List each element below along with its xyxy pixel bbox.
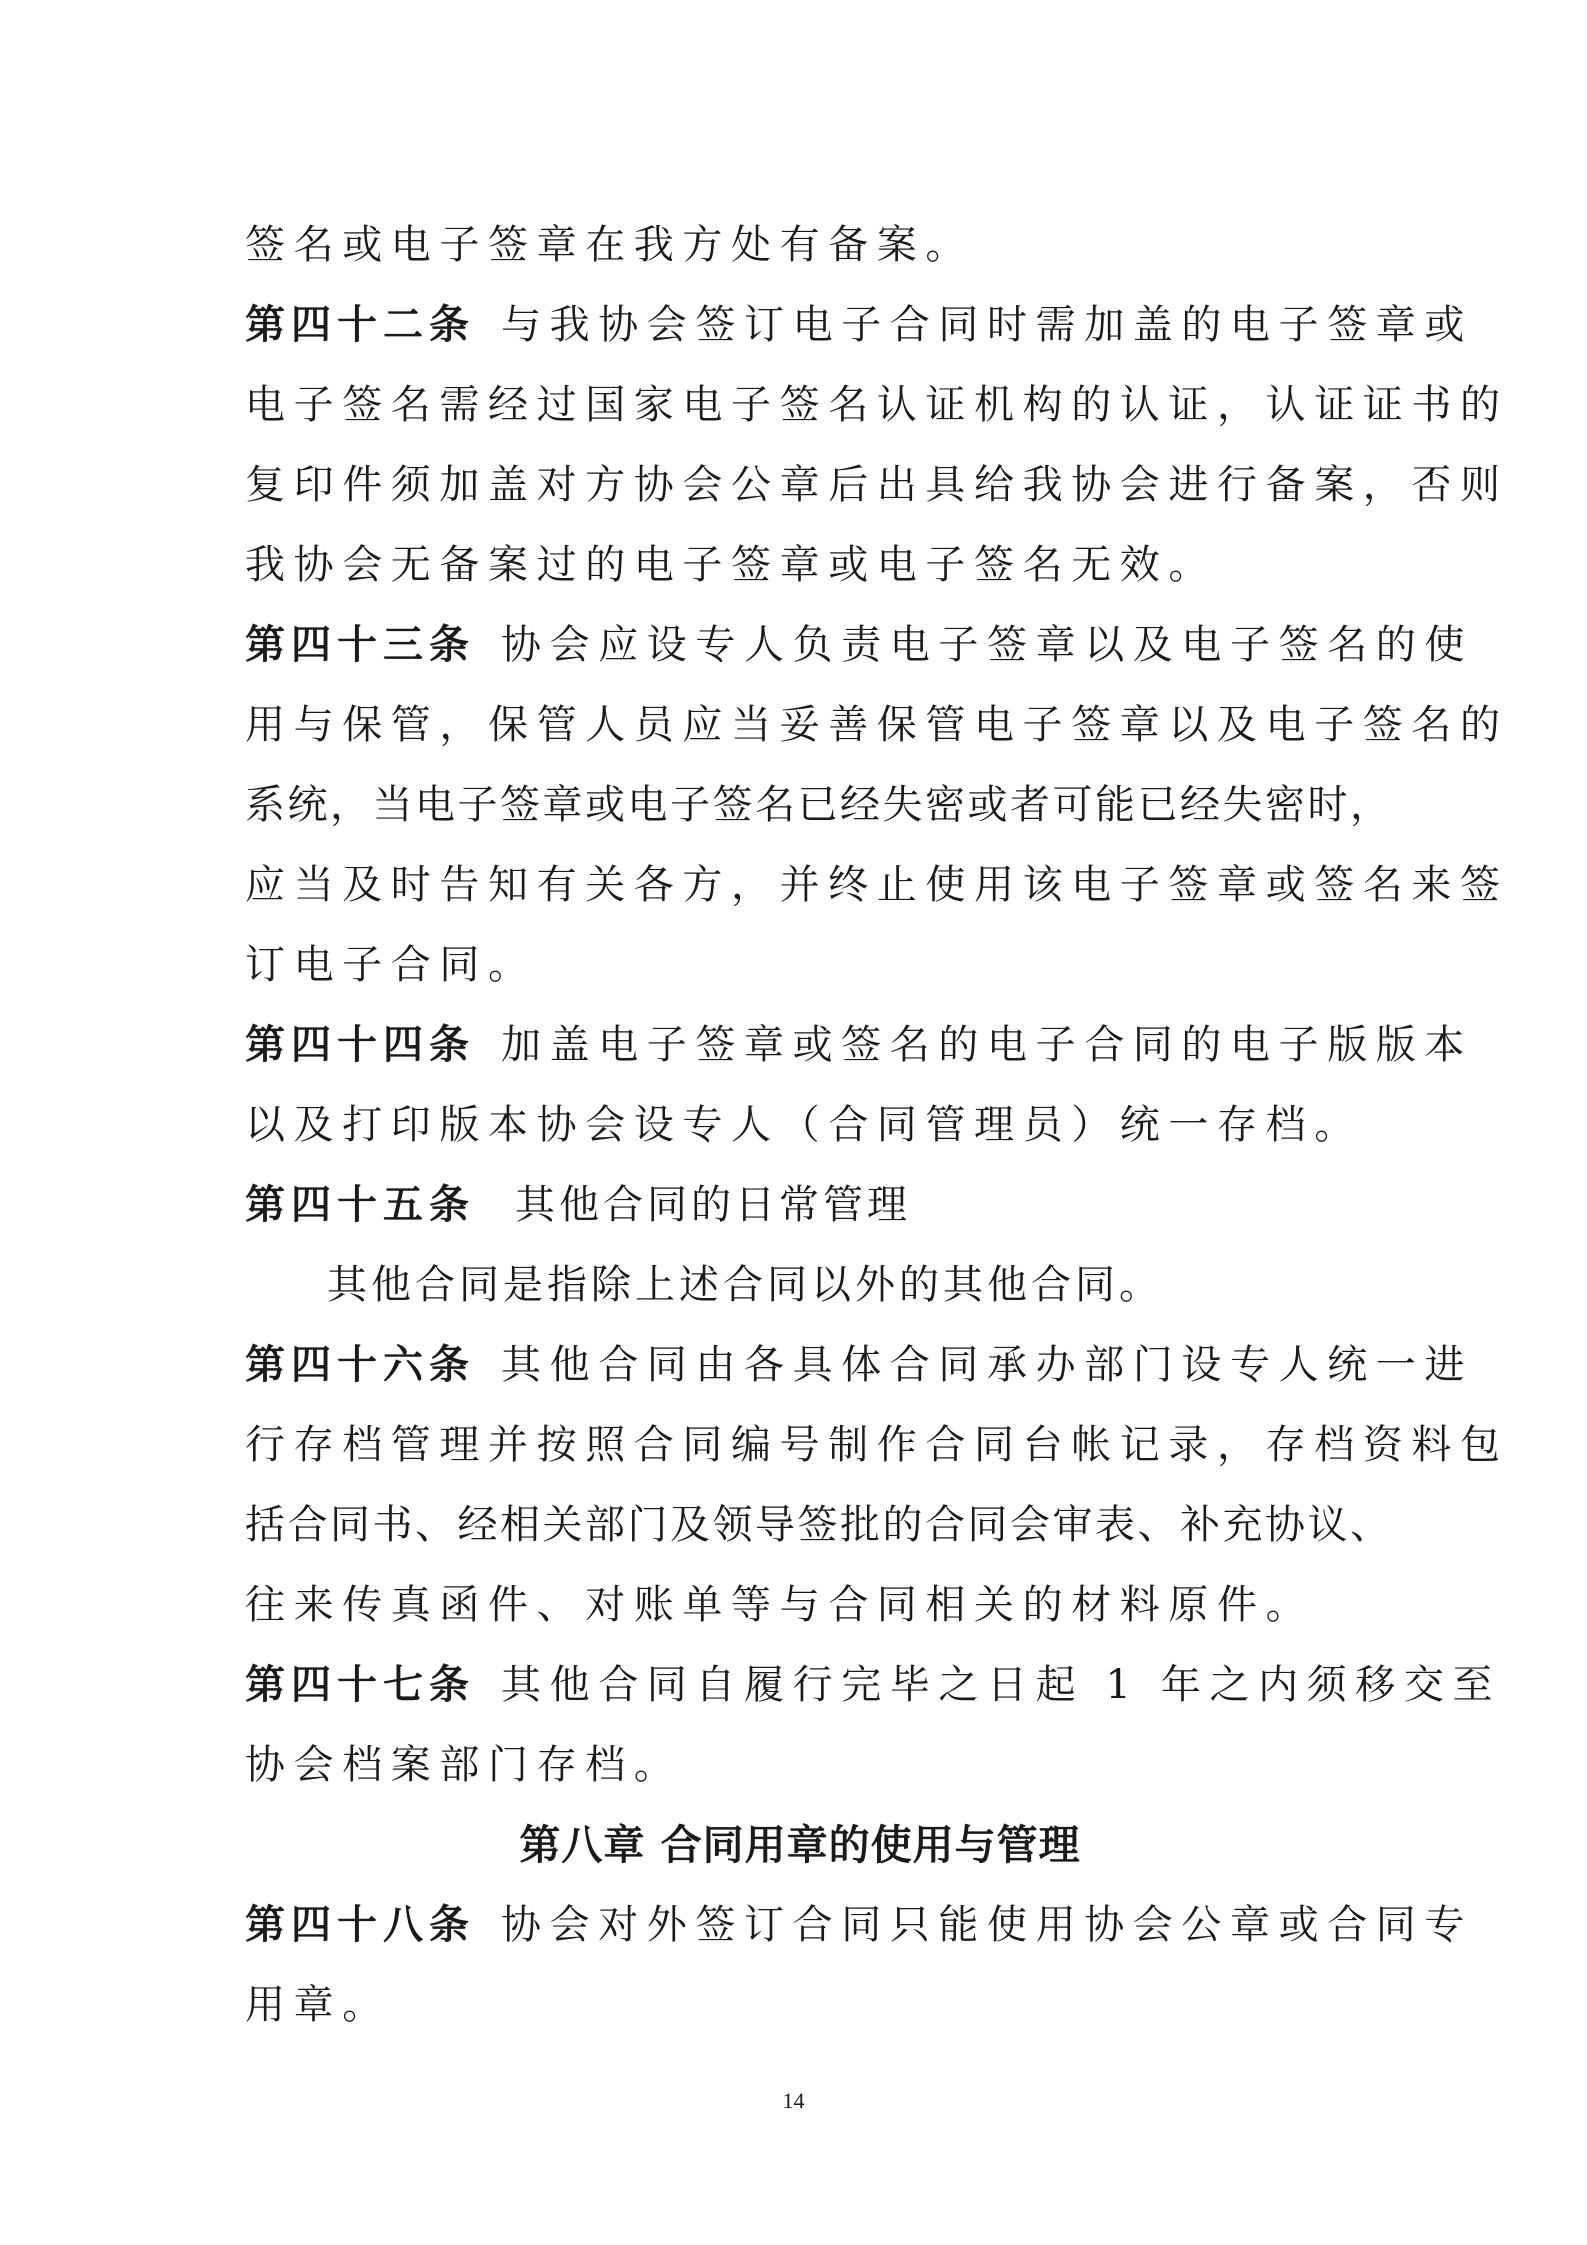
text-line	[245, 925, 1355, 1005]
line-text: 行存档管理并按照合同编号制作合同台帐记录，存档资料包	[245, 1422, 1509, 1468]
line-text: 往来传真函件、对账单等与合同相关的材料原件。	[245, 1582, 1315, 1628]
article-number: 第四十六条	[245, 1341, 475, 1388]
line-text: 以及打印版本协会设专人（合同管理员）统一存档。	[245, 1102, 1363, 1148]
text-line	[245, 1725, 1355, 1805]
article-line	[245, 605, 1473, 685]
article-number: 第四十四条	[245, 1021, 475, 1068]
article-line	[245, 1165, 1355, 1245]
text-line	[245, 1405, 1509, 1485]
chapter-heading: 第八章 合同用章的使用与管理	[519, 1821, 1081, 1869]
line-text: 加盖电子签章或签名的电子合同的电子版版本	[501, 1022, 1473, 1068]
line-text: 其他合同是指除上述合同以外的其他合同。	[327, 1262, 1163, 1308]
text-line	[245, 1085, 1363, 1165]
line-text: 其他合同由各具体合同承办部门设专人统一进	[501, 1342, 1473, 1388]
article-line	[245, 285, 1473, 365]
article-line	[245, 1325, 1473, 1405]
line-text: 其他合同自履行完毕之日起 1 年之内须移交至	[501, 1662, 1502, 1708]
article-number: 第四十七条	[245, 1661, 475, 1708]
line-text: 系统，当电子签章或电子签名已经失密或者可能已经失密时，	[245, 782, 1393, 828]
text-line	[245, 365, 1509, 445]
article-number: 第四十三条	[245, 621, 475, 668]
line-text: 我协会无备案过的电子签章或电子签名无效。	[245, 542, 1217, 588]
text-line	[245, 1965, 1355, 2045]
text-line	[245, 445, 1509, 525]
article-number: 第四十二条	[245, 301, 475, 348]
article-line	[245, 1885, 1473, 1965]
line-text: 协会对外签订合同只能使用协会公章或合同专	[501, 1902, 1473, 1948]
line-text: 签名或电子签章在我方处有备案。	[245, 222, 974, 268]
line-text: 电子签名需经过国家电子签名认证机构的认证，认证证书的	[245, 382, 1509, 428]
article-line	[245, 1005, 1473, 1085]
article-number: 第四十八条	[245, 1901, 475, 1948]
line-text: 协会档案部门存档。	[245, 1742, 683, 1788]
text-line	[327, 1245, 1437, 1325]
line-text: 订电子合同。	[245, 942, 537, 988]
text-line	[245, 765, 1393, 845]
text-line	[245, 1565, 1355, 1645]
page-number: 14	[782, 2088, 805, 2113]
line-text: 与我协会签订电子合同时需加盖的电子签章或	[501, 302, 1473, 348]
line-text: 其他合同的日常管理	[515, 1182, 911, 1228]
line-text: 应当及时告知有关各方，并终止使用该电子签章或签名来签	[245, 862, 1509, 908]
article-number: 第四十五条	[245, 1181, 475, 1228]
text-line	[245, 525, 1355, 605]
text-line	[245, 845, 1509, 925]
text-line	[245, 205, 1355, 285]
line-text: 用与保管，保管人员应当妥善保管电子签章以及电子签名的	[245, 702, 1509, 748]
line-text: 复印件须加盖对方协会公章后出具给我协会进行备案，否则	[245, 462, 1509, 508]
line-text: 括合同书、经相关部门及领导签批的合同会审表、补充协议、	[245, 1502, 1393, 1548]
line-text: 用章。	[245, 1982, 391, 2028]
article-line	[245, 1645, 1502, 1725]
text-line	[245, 1485, 1393, 1565]
line-text: 协会应设专人负责电子签章以及电子签名的使	[501, 622, 1473, 668]
text-line	[245, 685, 1509, 765]
